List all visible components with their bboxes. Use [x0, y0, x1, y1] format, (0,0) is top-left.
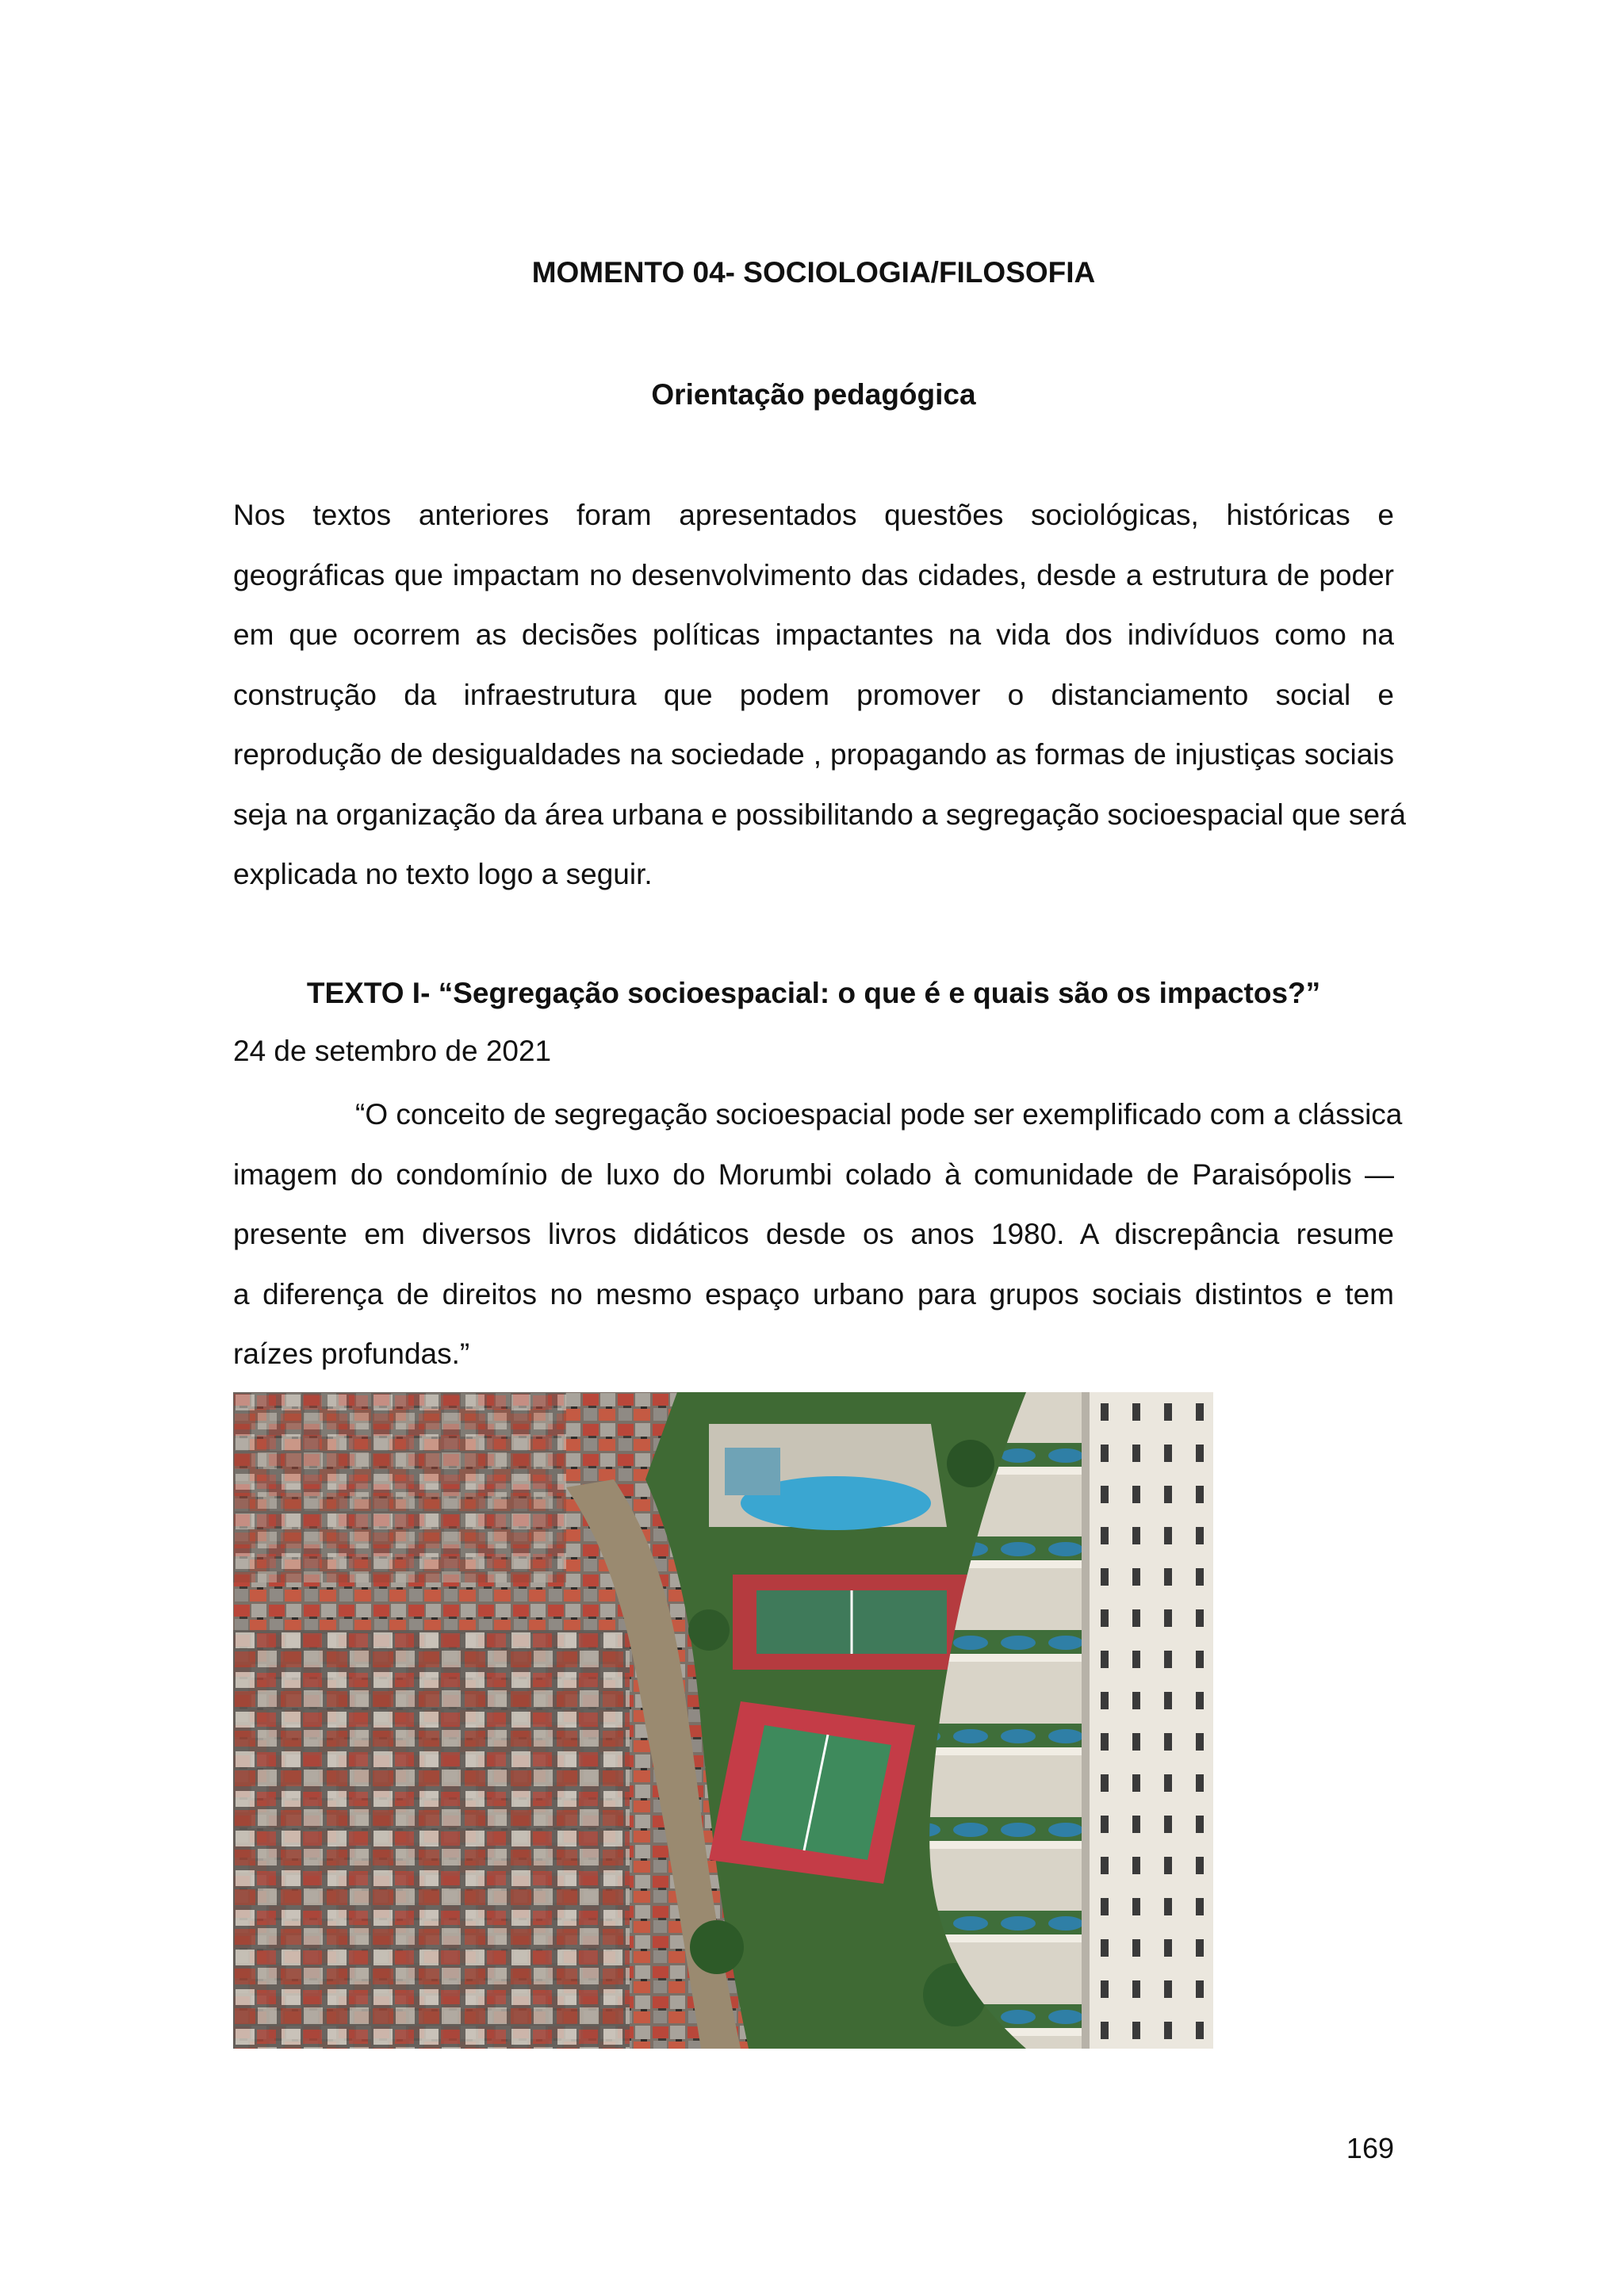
text-title: TEXTO I- “Segregação socioespacial: o que é e quais são os impactos?”: [306, 977, 1321, 1009]
intro-line: em que ocorrem as decisões políticas impactantes na vida dos indivíduos como na: [233, 618, 1394, 651]
intro-line: Nos textos anteriores foram apresentados questões sociológicas, históricas e: [233, 499, 1394, 531]
intro-line: seja na organização da área urbana e possibilitando a segregação socioespacial que será: [233, 798, 1406, 831]
intro-line: reprodução de desigualdades na sociedade , propagando as formas de injustiças sociais: [233, 738, 1394, 771]
quote-paragraph: [233, 1085, 1403, 1384]
aerial-photo-paraisopolis-morumbi: [233, 1392, 1213, 2049]
section-title: MOMENTO 04- SOCIOLOGIA/FILOSOFIA: [531, 256, 1096, 289]
aerial-photo-illustration: [233, 1392, 1213, 2049]
intro-line: explicada no texto logo a seguir.: [233, 858, 653, 890]
intro-line: construção da infraestrutura que podem promover o distanciamento social e: [233, 678, 1394, 711]
publication-date: 24 de setembro de 2021: [233, 1035, 552, 1067]
quote-line: “O conceito de segregação socioespacial pode ser exemplificado com a clássica: [355, 1098, 1403, 1131]
quote-line: a diferença de direitos no mesmo espaço urbano para grupos sociais distintos e tem: [233, 1277, 1394, 1311]
page-number: 169: [1346, 2132, 1394, 2164]
quote-line: raízes profundas.”: [233, 1337, 470, 1370]
subtitle: Orientação pedagógica: [651, 378, 976, 411]
intro-line: geográficas que impactam no desenvolvimento das cidades, desde a estrutura de poder: [233, 558, 1394, 591]
quote-line: presente em diversos livros didáticos desde os anos 1980. A discrepância resume: [233, 1218, 1394, 1250]
quote-line: imagem do condomínio de luxo do Morumbi colado à comunidade de Paraisópolis —: [233, 1158, 1394, 1191]
intro-paragraph: [233, 485, 1406, 905]
